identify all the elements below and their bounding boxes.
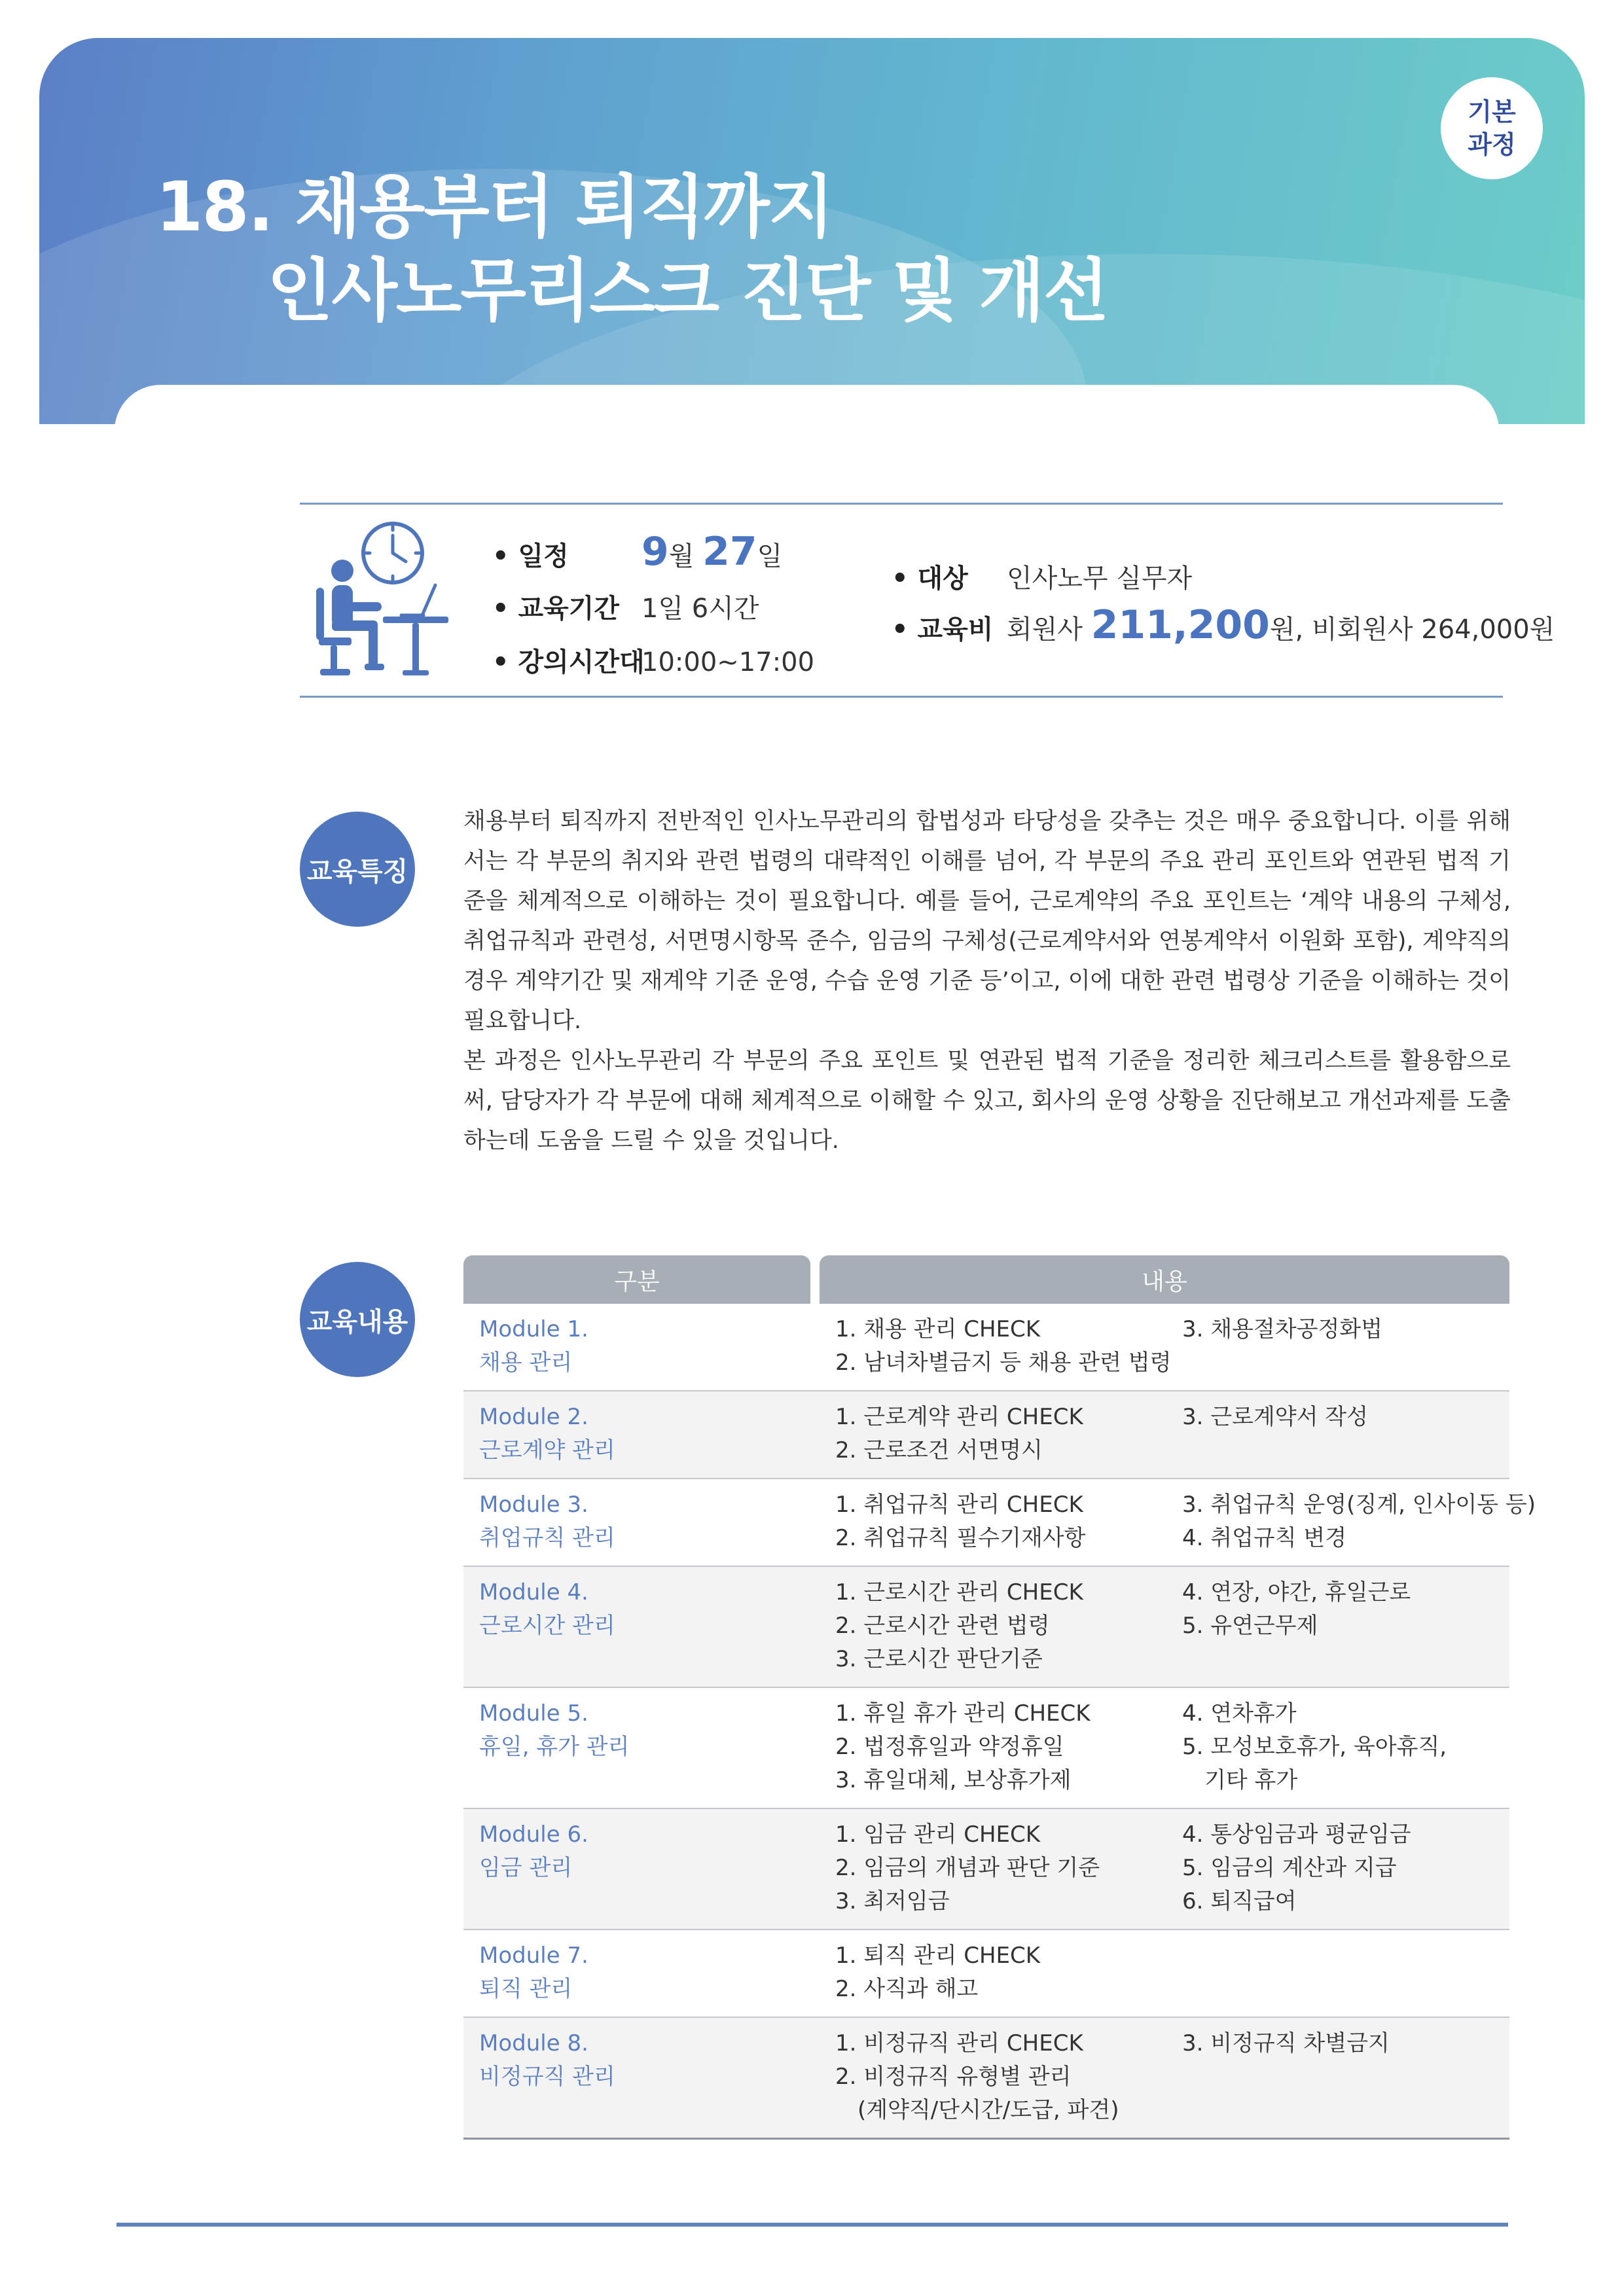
target-value: 인사노무 실무자 (1007, 564, 1193, 594)
page-title-line1: 18. 채용부터 퇴직까지 (156, 167, 833, 247)
content-item: 4. 연장, 야간, 휴일근로 (1182, 1579, 1411, 1605)
content-item: 기타 휴가 (1204, 1767, 1298, 1793)
schedule-day: 27 (702, 529, 757, 575)
content-item: 3. 근로계약서 작성 (1182, 1404, 1368, 1430)
person-at-computer-with-clock-icon (304, 517, 455, 681)
table-row (463, 1809, 1509, 1930)
module-number: Module 1. (479, 1316, 588, 1342)
features-label: 교육특징 (300, 812, 415, 927)
content-item: 5. 모성보호휴가, 육아휴직, (1182, 1734, 1447, 1760)
duration-label: • 교육기간 (492, 594, 620, 624)
content-cell (822, 2018, 1182, 2138)
module-cell (463, 1809, 822, 1929)
content-cell (1182, 1479, 1536, 1566)
time-label: • 강의시간대 (492, 647, 645, 677)
table-row (463, 1930, 1509, 2018)
badge-line1: 기본 (1468, 98, 1516, 126)
content-item: 2. 법정휴일과 약정휴일 (835, 1734, 1064, 1760)
table-row (463, 1688, 1509, 1809)
contents-label: 교육내용 (300, 1262, 415, 1377)
module-name: 근로시간 관리 (479, 1613, 615, 1639)
content-cell (822, 1809, 1182, 1929)
content-cell (1182, 2018, 1509, 2138)
time-row (492, 641, 814, 679)
module-number: Module 6. (479, 1821, 588, 1848)
module-cell (463, 1391, 822, 1478)
module-name: 퇴직 관리 (479, 1976, 573, 2002)
fee-label: • 교육비 (892, 615, 994, 645)
module-number: Module 8. (479, 2030, 588, 2056)
content-item: 5. 임금의 계산과 지급 (1182, 1855, 1397, 1881)
course-info-box (300, 503, 1503, 698)
time-value: 10:00~17:00 (641, 647, 815, 677)
content-item: 3. 휴일대체, 보상휴가제 (835, 1767, 1072, 1793)
page-title-line2: 인사노무리스크 진단 및 개선 (267, 251, 1108, 331)
content-cell (822, 1304, 1182, 1390)
table-header-content: 내용 (820, 1255, 1509, 1304)
module-name: 근로계약 관리 (479, 1437, 615, 1463)
module-cell (463, 1479, 822, 1566)
target-label: • 대상 (892, 564, 968, 594)
duration-row (492, 588, 759, 625)
fee-member-amount: 211,200 (1091, 602, 1270, 648)
content-item: 2. 비정규직 유형별 관리 (835, 2064, 1072, 2090)
content-item: (계약직/단시간/도급, 파견) (857, 2097, 1119, 2123)
content-item: 1. 채용 관리 CHECK (835, 1316, 1041, 1342)
content-item: 1. 취업규칙 관리 CHECK (835, 1492, 1083, 1518)
module-cell (463, 1930, 822, 2017)
content-item: 1. 임금 관리 CHECK (835, 1821, 1041, 1848)
schedule-month: 9 (641, 529, 669, 575)
target-row (892, 558, 1192, 595)
content-item: 3. 채용절차공정화법 (1182, 1316, 1382, 1342)
content-item: 3. 비정규직 차별금지 (1182, 2030, 1390, 2056)
table-header-category: 구분 (463, 1255, 810, 1304)
module-cell (463, 1567, 822, 1687)
content-cell (1182, 1809, 1509, 1929)
content-item: 2. 사직과 해고 (835, 1976, 979, 2002)
table-row (463, 1479, 1536, 1567)
schedule-day-unit: 일 (757, 541, 783, 571)
content-item: 2. 근로조건 서면명시 (835, 1437, 1043, 1463)
content-item: 1. 근로시간 관리 CHECK (835, 1579, 1083, 1605)
content-cell (1182, 1688, 1509, 1808)
content-cell (1182, 1567, 1509, 1687)
contents-table (463, 1255, 1536, 2140)
duration-value: 1일 6시간 (641, 594, 759, 624)
schedule-label: • 일정 (492, 541, 569, 571)
content-item: 1. 퇴직 관리 CHECK (835, 1943, 1041, 1969)
module-name: 휴일, 휴가 관리 (479, 1734, 630, 1760)
table-row (463, 1304, 1509, 1391)
content-item: 5. 유연근무제 (1182, 1613, 1318, 1639)
content-item: 1. 휴일 휴가 관리 CHECK (835, 1700, 1091, 1727)
table-row (463, 1567, 1509, 1688)
course-level-badge (1441, 77, 1543, 179)
table-header (463, 1255, 1509, 1304)
content-cell (822, 1479, 1182, 1566)
module-name: 채용 관리 (479, 1350, 573, 1376)
fee-member-prefix: 회원사 (1007, 615, 1091, 645)
content-item: 1. 비정규직 관리 CHECK (835, 2030, 1083, 2056)
module-number: Module 4. (479, 1579, 588, 1605)
content-item: 4. 취업규칙 변경 (1182, 1525, 1347, 1551)
content-item: 6. 퇴직급여 (1182, 1888, 1297, 1914)
content-cell (822, 1567, 1182, 1687)
content-item: 2. 취업규칙 필수기재사항 (835, 1525, 1086, 1551)
content-cell (1182, 1930, 1509, 2017)
content-cell (822, 1930, 1182, 2017)
content-cell (1182, 1391, 1509, 1478)
module-number: Module 7. (479, 1943, 588, 1969)
content-item: 4. 통상임금과 평균임금 (1182, 1821, 1411, 1848)
module-name: 임금 관리 (479, 1855, 573, 1881)
content-item: 3. 최저임금 (835, 1888, 950, 1914)
content-item: 4. 연차휴가 (1182, 1700, 1297, 1727)
schedule-month-unit: 월 (668, 541, 703, 571)
content-item: 2. 남녀차별금지 등 채용 관련 법령 (835, 1350, 1172, 1376)
banner-card (115, 385, 1499, 424)
module-number: Module 2. (479, 1404, 588, 1430)
content-item: 3. 취업규칙 운영(징계, 인사이동 등) (1182, 1492, 1536, 1518)
footer-divider (117, 2223, 1508, 2227)
features-paragraph-1: 채용부터 퇴직까지 전반적인 인사노무관리의 합법성과 타당성을 갖추는 것은 매우 중요합니다. 이를 위해서는 각 부문의 취지와 관련 법령의 대략적인 이해를 넘어, 각 부문의 주요 관리 포인트와 연관된 법적 기준을 체계적으로 이해하는 것이 필요합니다. 예를 들어, 근로계약의 주요 포인트는 ‘계약 내용의 구체성, 취업규칙과 관련성, 서면명시항목 준수, 임금의 구체성(근로계약서와 연봉계약서 이원화 포함), 계약직의 경우 계약기간 및 재계약 기준 운영, 수습 운영 기준 등’이고, 이에 대한 관련 법령상 기준을 이해하는 것이 필요합니다. (463, 808, 1511, 1034)
content-item: 1. 근로계약 관리 CHECK (835, 1404, 1083, 1430)
table-body (463, 1304, 1536, 2140)
module-name: 취업규칙 관리 (479, 1525, 615, 1551)
module-number: Module 3. (479, 1492, 588, 1518)
content-cell (1182, 1304, 1509, 1390)
module-cell (463, 1304, 822, 1390)
features-paragraph-2: 본 과정은 인사노무관리 각 부문의 주요 포인트 및 연관된 법적 기준을 정리한 체크리스트를 활용함으로써, 담당자가 각 부문에 대해 체계적으로 이해할 수 있고, 회사의 운영 상황을 진단해보고 개선과제를 도출하는데 도움을 드릴 수 있을 것입니다. (463, 1048, 1511, 1154)
content-item: 2. 근로시간 관련 법령 (835, 1613, 1050, 1639)
table-row (463, 1391, 1509, 1479)
module-cell (463, 1688, 822, 1808)
module-name: 비정규직 관리 (479, 2064, 615, 2090)
fee-member-suffix: 원, 비회원사 264,000원 (1269, 615, 1555, 645)
module-cell (463, 2018, 822, 2138)
features-text (463, 802, 1511, 1161)
module-number: Module 5. (479, 1700, 588, 1727)
content-item: 2. 임금의 개념과 판단 기준 (835, 1855, 1100, 1881)
table-row (463, 2018, 1509, 2140)
fee-row (892, 602, 1555, 648)
schedule-row (492, 529, 782, 575)
content-cell (822, 1391, 1182, 1478)
content-item: 3. 근로시간 판단기준 (835, 1646, 1043, 1672)
content-cell (822, 1688, 1182, 1808)
badge-line2: 과정 (1468, 130, 1516, 159)
